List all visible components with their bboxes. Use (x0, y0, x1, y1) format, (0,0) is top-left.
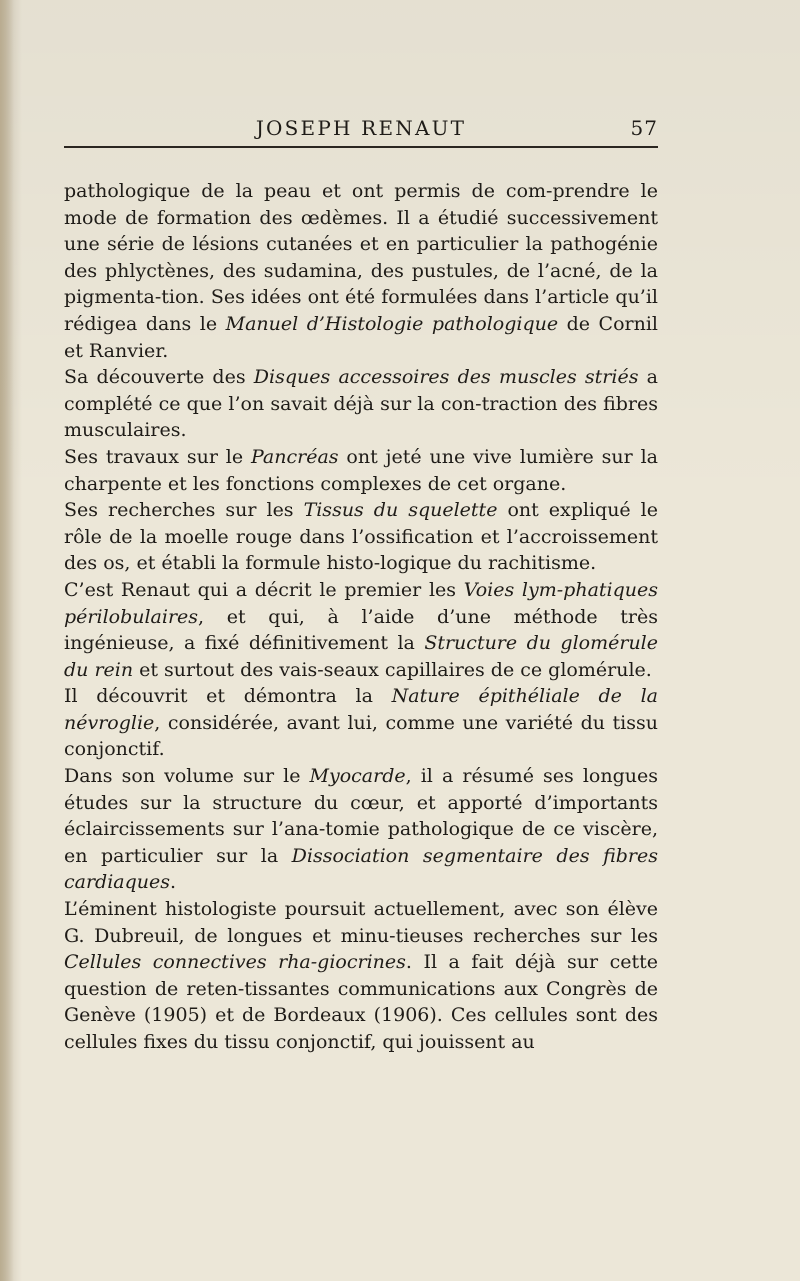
body-text (64, 178, 658, 1056)
text-run: , il a résumé ses longues études sur la structure du cœur, et apporté d’importants éclaircissements sur l’ana-tomie pathologique de ce viscère, en particulier sur la (64, 765, 658, 867)
italic-title: Cellules connectives rha-giocrines (64, 951, 406, 974)
text-run: pathologique de la peau et ont permis de com-prendre le mode de formation des œdèmes. Il a étudié successivement une série de lésions cutanées et en particulier la pathogénie des phlyctènes, des sudamina, des pustules, de l’acné, de la pigmenta-tion. Ses idées ont été formulées dans l’article qu’il rédigea dans le (64, 180, 658, 335)
italic-title: Disques accessoires des muscles striés (253, 366, 639, 389)
text-run: L’éminent histologiste poursuit actuellement, avec son élève G. Dubreuil, de longues et minu-tieuses recherches sur les (64, 898, 658, 947)
italic-title: Tissus du squelette (303, 499, 498, 522)
page-gutter-shadow (0, 0, 14, 1281)
paragraph (64, 683, 658, 763)
italic-title: Structure du glomérule du rein (64, 632, 658, 681)
italic-title: Manuel d’Histologie pathologique (225, 312, 559, 335)
italic-title: Pancréas (251, 445, 339, 468)
paragraph (64, 577, 658, 683)
text-run: ont jeté une vive lumière sur la charpente et les fonctions complexes de cet organe. (64, 445, 659, 495)
text-run: . Il a fait déjà sur cette question de reten-tissantes communications aux Congrès de Genève (1905) et de Bordeaux (1906). Ces cellules sont des cellules fixes du tissu conjonctif, qui jouissent au (64, 951, 659, 1053)
italic-title: Nature épithéliale de la névroglie (64, 685, 658, 734)
text-run: Dans son volume sur le (64, 765, 310, 788)
page-number: 57 (630, 116, 658, 140)
running-head (64, 114, 658, 144)
text-run: ont expliqué le rôle de la moelle rouge dans l’ossification et l’accroissement des os, et établi la formule histo-logique du rachitisme. (64, 499, 658, 575)
text-run: de Cornil et Ranvier. (64, 312, 659, 362)
text-run: Ses recherches sur les (64, 499, 304, 522)
text-run: et surtout des vais-seaux capillaires de ce glomérule. (133, 658, 652, 681)
paragraph (64, 763, 658, 896)
paragraph (64, 444, 658, 497)
text-run: . (170, 871, 177, 894)
text-run: Il découvrit et démontra la (64, 685, 392, 708)
italic-title: Voies lym-phatiques périlobulaires (64, 578, 658, 628)
text-run: Ses travaux sur le (64, 445, 251, 468)
text-run: C’est Renaut qui a décrit le premier les (64, 578, 464, 601)
running-head-title: JOSEPH RENAUT (255, 116, 467, 140)
text-run: , considérée, avant lui, comme une variété du tissu conjonctif. (64, 711, 658, 761)
text-run: , et qui, à l’aide d’une méthode très ingénieuse, a fixé définitivement la (64, 605, 658, 655)
text-run: Sa découverte des (64, 366, 254, 389)
paragraph (64, 896, 658, 1056)
text-run: a complété ce que l’on savait déjà sur la con-traction des fibres musculaires. (64, 366, 658, 442)
header-rule (64, 146, 658, 148)
paragraph (64, 497, 658, 577)
italic-title: Myocarde (309, 765, 406, 788)
italic-title: Dissociation segmentaire des fibres cardiaques (64, 844, 658, 894)
paragraph (64, 178, 658, 364)
paragraph (64, 364, 658, 444)
